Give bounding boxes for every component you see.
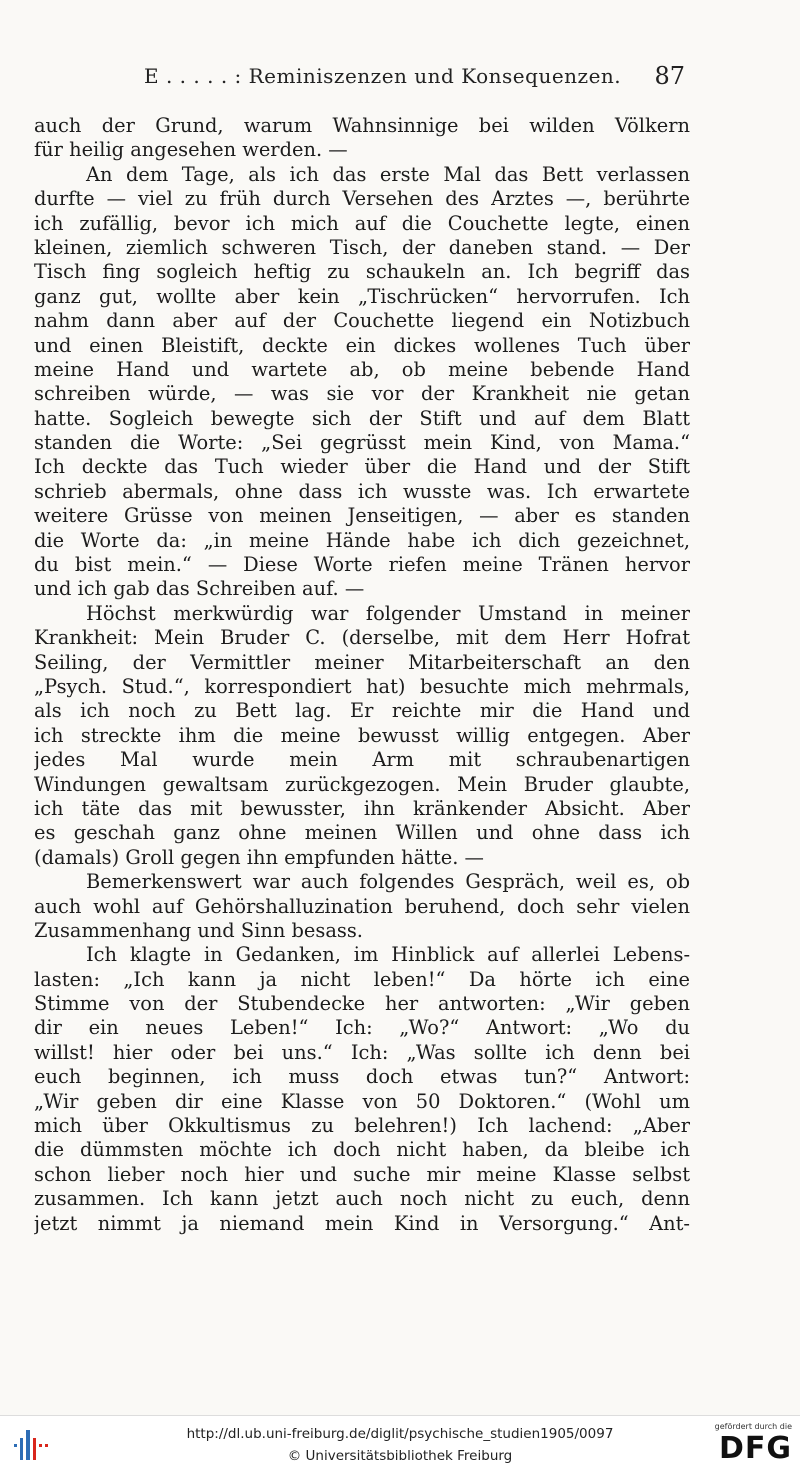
text-line: hatte. Sogleich bewegte sich der Stift und auf dem Blatt (34, 406, 690, 430)
text-line: weitere Grüsse von meinen Jenseitigen, — aber es standen (34, 504, 690, 528)
text-line: Stimme von der Stubendecke her antworten: „Wir geben (34, 992, 690, 1016)
text-line: es geschah ganz ohne meinen Willen und ohne dass ich (34, 821, 690, 845)
text-line: jedes Mal wurde mein Arm mit schraubenartigen (34, 748, 690, 772)
text-line: ich streckte ihm die meine bewusst willig entgegen. Aber (34, 723, 690, 747)
text-line: Bemerkenswert war auch folgendes Gespräch, weil es, ob (86, 870, 690, 894)
funder-note: gefördert durch die (714, 1422, 792, 1431)
text-line: willst! hier oder bei uns.“ Ich: „Was sollte ich denn bei (34, 1040, 690, 1064)
text-line: die dümmsten möchte ich doch nicht haben, da bleibe ich (34, 1138, 690, 1162)
text-line: durfte — viel zu früh durch Versehen des Arztes —, berührte (34, 187, 690, 211)
text-line: schreiben würde, — was sie vor der Krankheit nie getan (34, 382, 690, 406)
text-line: Höchst merkwürdig war folgender Umstand in meiner (86, 601, 690, 625)
text-line: lasten: „Ich kann ja nicht leben!“ Da hörte ich eine (34, 967, 690, 991)
footer-copyright: © Universitätsbibliothek Freiburg (287, 1448, 513, 1464)
text-line: und einen Bleistift, deckte ein dickes wollenes Tuch über (34, 333, 690, 357)
text-line: dir ein neues Leben!“ Ich: „Wo?“ Antwort: „Wo du (34, 1016, 690, 1040)
text-line: standen die Worte: „Sei gegrüsst mein Kind, von Mama.“ (34, 431, 690, 455)
page-number: 87 (654, 62, 685, 90)
body-text (34, 114, 690, 1236)
text-line: Tisch fing sogleich heftig zu schaukeln an. Ich begriff das (34, 260, 690, 284)
text-line: du bist mein.“ — Diese Worte riefen meine Tränen hervor (34, 553, 690, 577)
footer-bar (0, 1415, 800, 1473)
text-line: ganz gut, wollte aber kein „Tischrücken“ hervorrufen. Ich (34, 284, 690, 308)
text-line: An dem Tage, als ich das erste Mal das Bett verlassen (86, 162, 690, 186)
text-line: Zusammenhang und Sinn besass. (34, 918, 363, 942)
text-line: meine Hand und wartete ab, ob meine bebende Hand (34, 357, 690, 381)
text-line: nahm dann aber auf der Couchette liegend ein Notizbuch (34, 309, 690, 333)
text-line: Seiling, der Vermittler meiner Mitarbeiterschaft an den (34, 650, 690, 674)
footer-url[interactable]: http://dl.ub.uni-freiburg.de/diglit/psychische_studien1905/0097 (186, 1426, 614, 1442)
text-line: (damals) Groll gegen ihn empfunden hätte. — (34, 845, 484, 869)
text-line: ich täte das mit bewusster, ihn kränkender Absicht. Aber (34, 796, 690, 820)
text-line: mich über Okkultismus zu belehren!) Ich lachend: „Aber (34, 1114, 690, 1138)
text-line: Ich klagte in Gedanken, im Hinblick auf allerlei Lebens- (86, 943, 690, 967)
dfg-logo: DFG (718, 1431, 792, 1466)
running-title: E . . . . . : Reminiszenzen und Konsequenzen. (144, 64, 622, 88)
text-line: ich zufällig, bevor ich mich auf die Couchette legte, einen (34, 211, 690, 235)
text-line: schrieb abermals, ohne dass ich wusste was. Ich erwartete (34, 479, 690, 503)
text-line: auch der Grund, warum Wahnsinnige bei wilden Völkern (34, 114, 690, 137)
text-line: Krankheit: Mein Bruder C. (derselbe, mit dem Herr Hofrat (34, 626, 690, 650)
text-line: die Worte da: „in meine Hände habe ich dich gezeichnet, (34, 528, 690, 552)
text-line: schon lieber noch hier und suche mir meine Klasse selbst (34, 1162, 690, 1186)
text-line: „Wir geben dir eine Klasse von 50 Doktoren.“ (Wohl um (34, 1089, 690, 1113)
text-line: kleinen, ziemlich schweren Tisch, der daneben stand. — Der (34, 235, 690, 259)
text-line: und ich gab das Schreiben auf. — (34, 577, 365, 601)
text-line: Ich deckte das Tuch wieder über die Hand und der Stift (34, 455, 690, 479)
text-line: Windungen gewaltsam zurückgezogen. Mein Bruder glaubte, (34, 772, 690, 796)
text-line: auch wohl auf Gehörshalluzination beruhend, doch sehr vielen (34, 894, 690, 918)
text-line: „Psych. Stud.“, korrespondiert hat) besuchte mich mehrmals, (34, 674, 690, 698)
text-line: jetzt nimmt ja niemand mein Kind in Versorgung.“ Ant- (34, 1211, 690, 1235)
text-line: zusammen. Ich kann jetzt auch noch nicht zu euch, denn (34, 1187, 690, 1211)
text-line: für heilig angesehen werden. — (34, 138, 348, 162)
text-line: euch beginnen, ich muss doch etwas tun?“ Antwort: (34, 1065, 690, 1089)
page-header (36, 62, 691, 92)
text-line: als ich noch zu Bett lag. Er reichte mir die Hand und (34, 699, 690, 723)
